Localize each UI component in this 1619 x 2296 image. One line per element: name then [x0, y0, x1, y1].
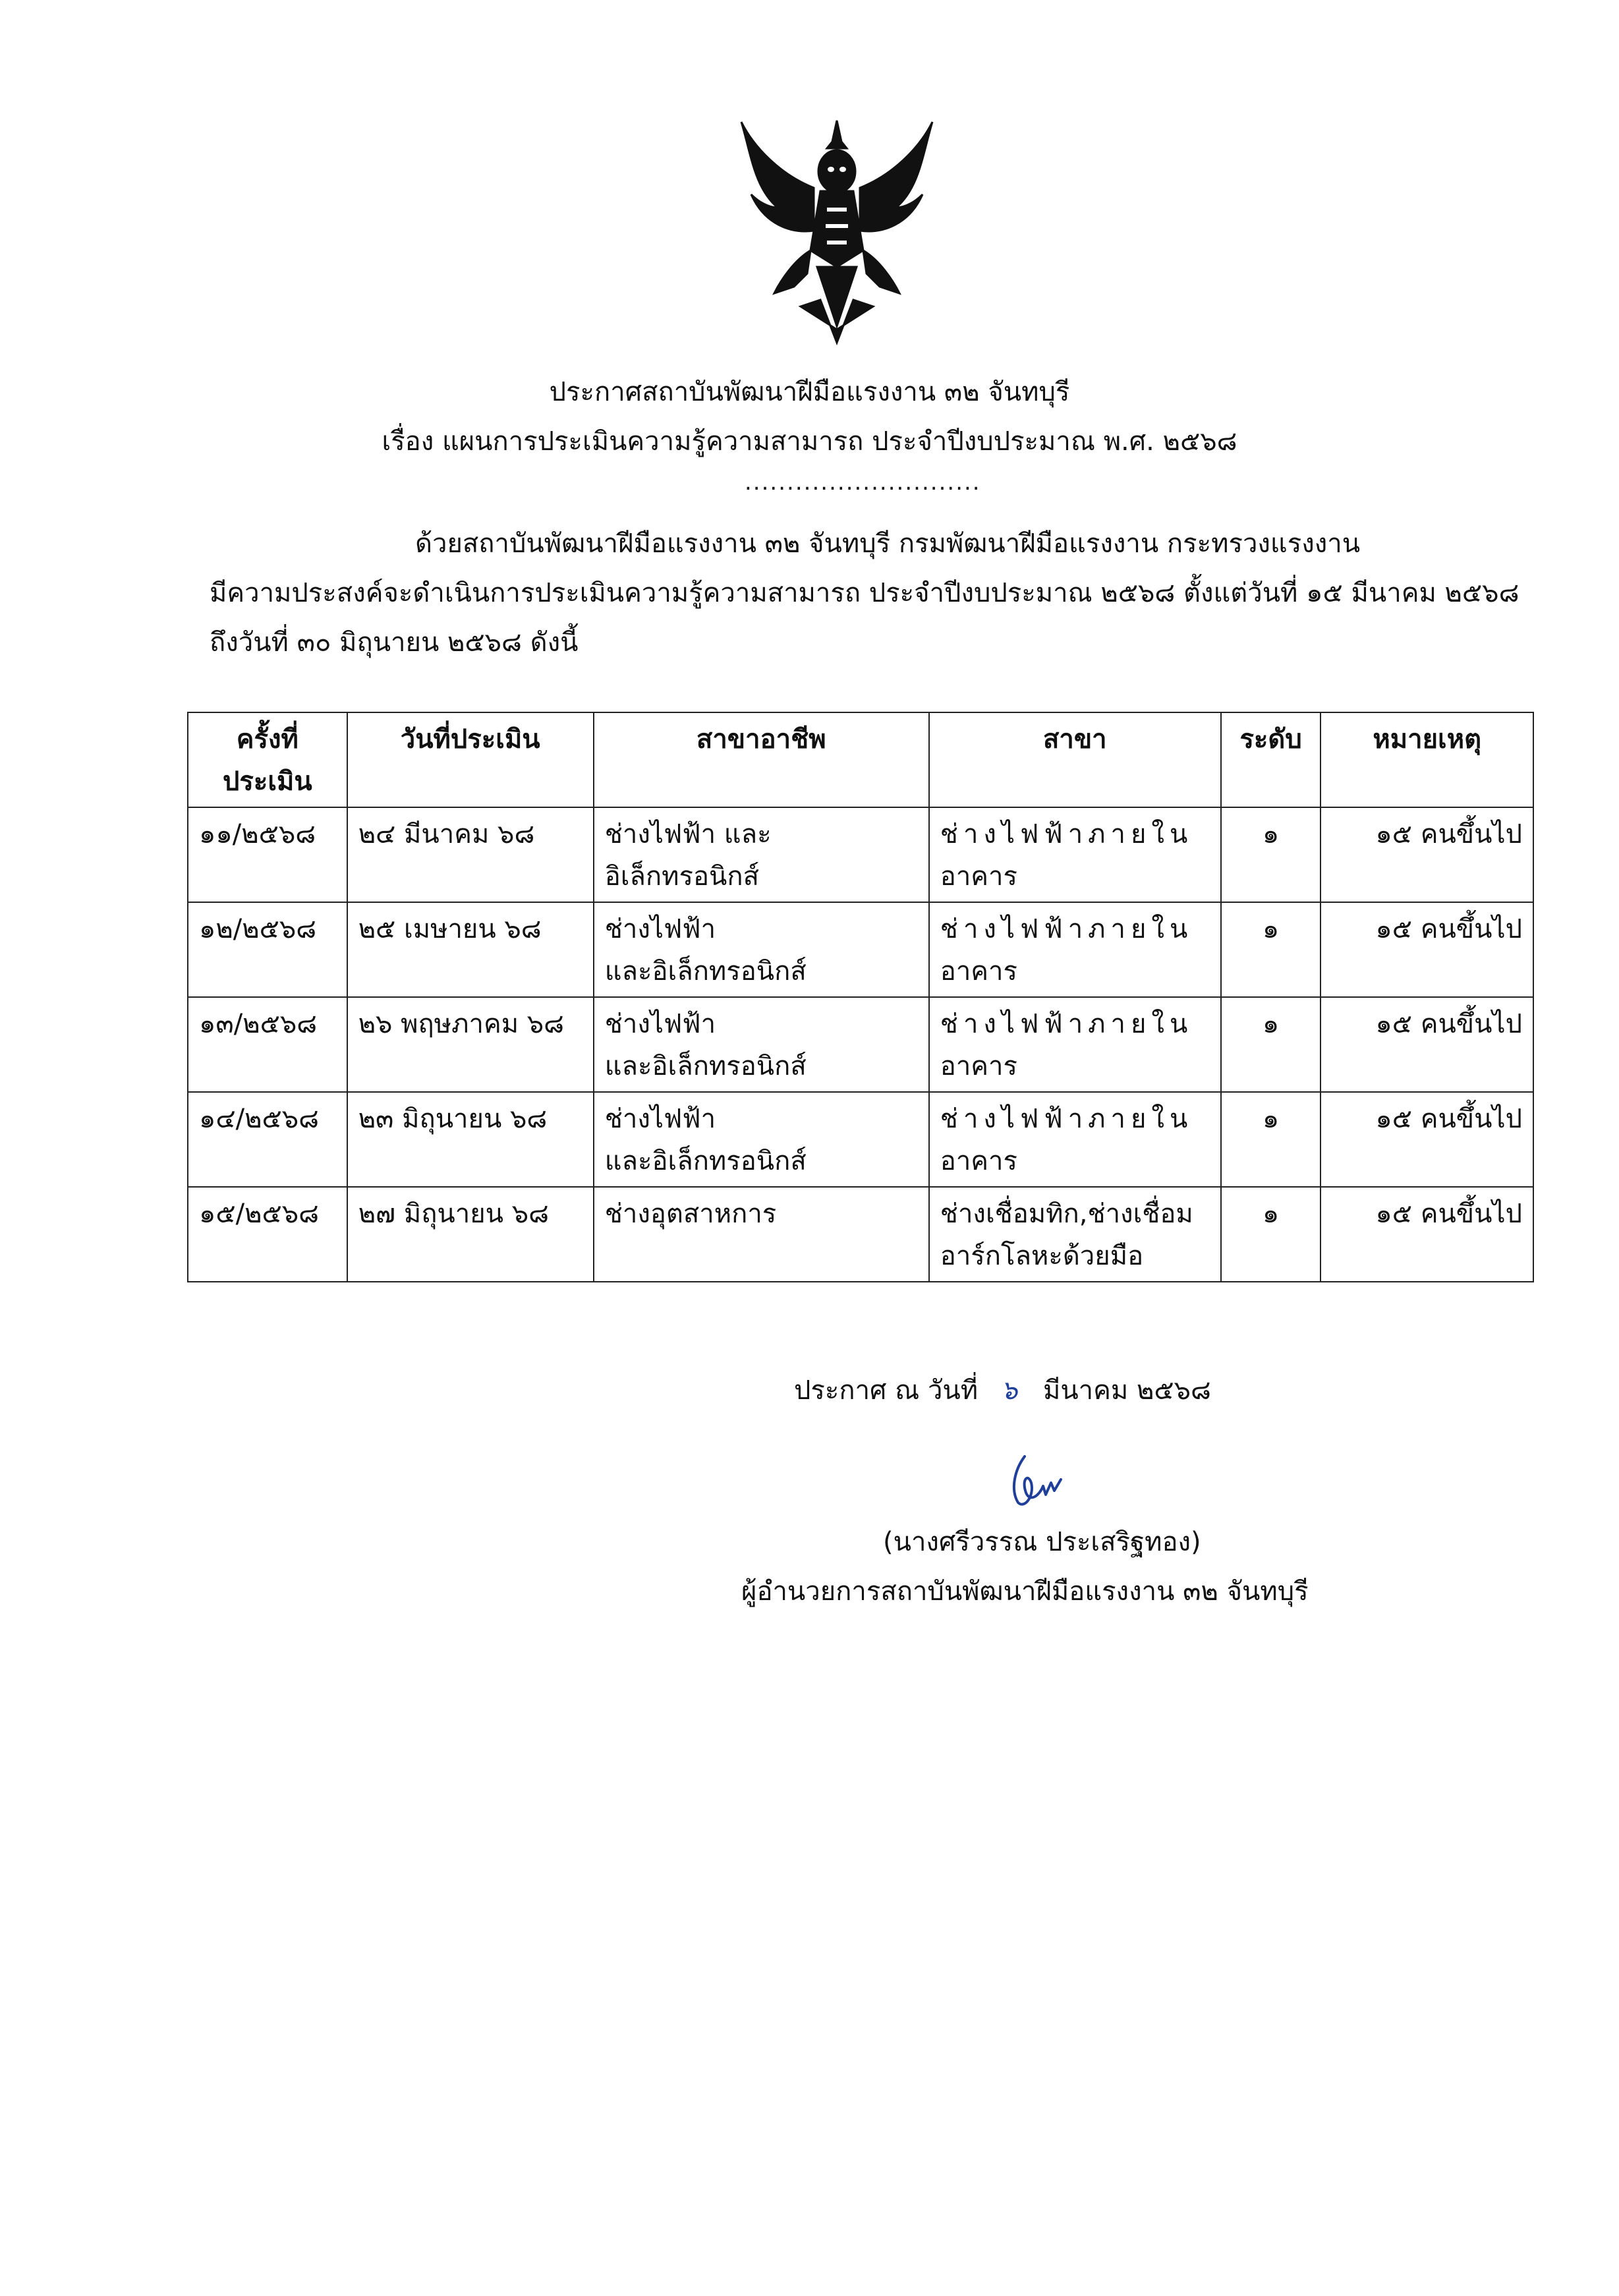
signatory-name: (นางศรีวรรณ ประเสริฐทอง) — [883, 1527, 1201, 1557]
cell-branch-line-2: อาคาร — [940, 1051, 1017, 1081]
header-round — [188, 712, 347, 807]
table-row — [188, 1187, 1533, 1282]
table-header-row — [188, 712, 1533, 807]
body-line-1: ด้วยสถาบันพัฒนาฝีมือแรงงาน ๓๒ จันทบุรี กรมพัฒนาฝีมือแรงงาน กระทรวงแรงงาน — [415, 529, 1361, 559]
cell-round: ๑๒/๒๕๖๘ — [188, 902, 347, 997]
cell-occupation-line-2: และอิเล็กทรอนิกส์ — [604, 956, 807, 987]
cell-occupation-line-2: และอิเล็กทรอนิกส์ — [604, 1146, 807, 1176]
cell-occupation — [594, 902, 929, 997]
assessment-schedule-table — [187, 712, 1534, 1282]
cell-branch — [929, 997, 1221, 1092]
cell-occupation-line-1: ช่างอุตสาหการ — [604, 1199, 777, 1229]
header-round-line-2: ประเมิน — [222, 766, 312, 797]
header-occupation: สาขาอาชีพ — [594, 712, 929, 807]
cell-occupation — [594, 1092, 929, 1187]
cell-level: ๑ — [1221, 807, 1321, 902]
announcement-date-line — [794, 1371, 1211, 1410]
cell-remark: ๑๕ คนขึ้นไป — [1321, 997, 1533, 1092]
header-remark: หมายเหตุ — [1321, 712, 1533, 807]
table-row — [188, 1092, 1533, 1187]
header-level: ระดับ — [1221, 712, 1321, 807]
signatory-position: ผู้อำนวยการสถาบันพัฒนาฝีมือแรงงาน ๓๒ จันทบุรี — [741, 1576, 1309, 1607]
table-row — [188, 902, 1533, 997]
cell-occupation — [594, 1187, 929, 1282]
garuda-emblem-icon — [728, 109, 946, 353]
cell-level: ๑ — [1221, 902, 1321, 997]
cell-level: ๑ — [1221, 1187, 1321, 1282]
cell-occupation-line-2: อิเล็กทรอนิกส์ — [604, 861, 759, 892]
cell-branch-line-1: ช่างไฟฟ้าภายใน — [940, 914, 1193, 944]
cell-round: ๑๕/๒๕๖๘ — [188, 1187, 347, 1282]
cell-date: ๒๖ พฤษภาคม ๖๘ — [347, 997, 594, 1092]
table-row — [188, 997, 1533, 1092]
cell-occupation — [594, 997, 929, 1092]
cell-occupation — [594, 807, 929, 902]
cell-level: ๑ — [1221, 997, 1321, 1092]
cell-round: ๑๑/๒๕๖๘ — [188, 807, 347, 902]
title-separator: ............................ — [745, 469, 981, 496]
cell-occupation-line-1: ช่างไฟฟ้า — [604, 1009, 716, 1039]
body-line-3: ถึงวันที่ ๓๐ มิถุนายน ๒๕๖๘ ดังนี้ — [210, 627, 579, 658]
announcement-day: ๖ — [1000, 1375, 1018, 1406]
cell-date: ๒๔ มีนาคม ๖๘ — [347, 807, 594, 902]
cell-branch — [929, 902, 1221, 997]
cell-round: ๑๔/๒๕๖๘ — [188, 1092, 347, 1187]
header-branch: สาขา — [929, 712, 1221, 807]
cell-round: ๑๓/๒๕๖๘ — [188, 997, 347, 1092]
cell-branch-line-1: ช่างไฟฟ้าภายใน — [940, 1104, 1193, 1134]
cell-occupation-line-1: ช่างไฟฟ้า — [604, 1104, 716, 1134]
table-row — [188, 807, 1533, 902]
cell-date: ๒๗ มิถุนายน ๖๘ — [347, 1187, 594, 1282]
cell-branch-line-2: อาคาร — [940, 1146, 1017, 1176]
announcement-date-prefix: ประกาศ ณ วันที่ — [794, 1375, 979, 1406]
cell-branch — [929, 1187, 1221, 1282]
cell-branch-line-2: อาคาร — [940, 861, 1017, 892]
cell-remark: ๑๕ คนขึ้นไป — [1321, 1187, 1533, 1282]
cell-branch-line-2: อาคาร — [940, 956, 1017, 987]
cell-remark: ๑๕ คนขึ้นไป — [1321, 902, 1533, 997]
signature-icon — [998, 1443, 1077, 1516]
cell-branch — [929, 807, 1221, 902]
cell-occupation-line-2: และอิเล็กทรอนิกส์ — [604, 1051, 807, 1081]
cell-branch-line-1: ช่างเชื่อมทิก,ช่างเชื่อม — [940, 1199, 1193, 1229]
cell-remark: ๑๕ คนขึ้นไป — [1321, 807, 1533, 902]
header-date: วันที่ประเมิน — [347, 712, 594, 807]
cell-branch-line-2: อาร์กโลหะด้วยมือ — [940, 1241, 1144, 1271]
body-line-2: มีความประสงค์จะดำเนินการประเมินความรู้ความสามารถ ประจำปีงบประมาณ ๒๕๖๘ ตั้งแต่วันที่ ๑๕ มีนาคม ๒๕๖๘ — [210, 578, 1520, 608]
cell-branch-line-1: ช่างไฟฟ้าภายใน — [940, 1009, 1193, 1039]
cell-remark: ๑๕ คนขึ้นไป — [1321, 1092, 1533, 1187]
cell-occupation-line-1: ช่างไฟฟ้า และ — [604, 819, 772, 849]
cell-date: ๒๕ เมษายน ๖๘ — [347, 902, 594, 997]
cell-occupation-line-1: ช่างไฟฟ้า — [604, 914, 716, 944]
cell-branch — [929, 1092, 1221, 1187]
announcement-subject: เรื่อง แผนการประเมินความรู้ความสามารถ ประจำปีงบประมาณ พ.ศ. ๒๕๖๘ — [382, 426, 1237, 457]
announcement-title: ประกาศสถาบันพัฒนาฝีมือแรงงาน ๓๒ จันทบุรี — [549, 377, 1070, 407]
cell-date: ๒๓ มิถุนายน ๖๘ — [347, 1092, 594, 1187]
cell-level: ๑ — [1221, 1092, 1321, 1187]
cell-branch-line-1: ช่างไฟฟ้าภายใน — [940, 819, 1193, 849]
announcement-month-year: มีนาคม ๒๕๖๘ — [1042, 1375, 1211, 1406]
header-round-line-1: ครั้งที่ — [236, 724, 298, 755]
